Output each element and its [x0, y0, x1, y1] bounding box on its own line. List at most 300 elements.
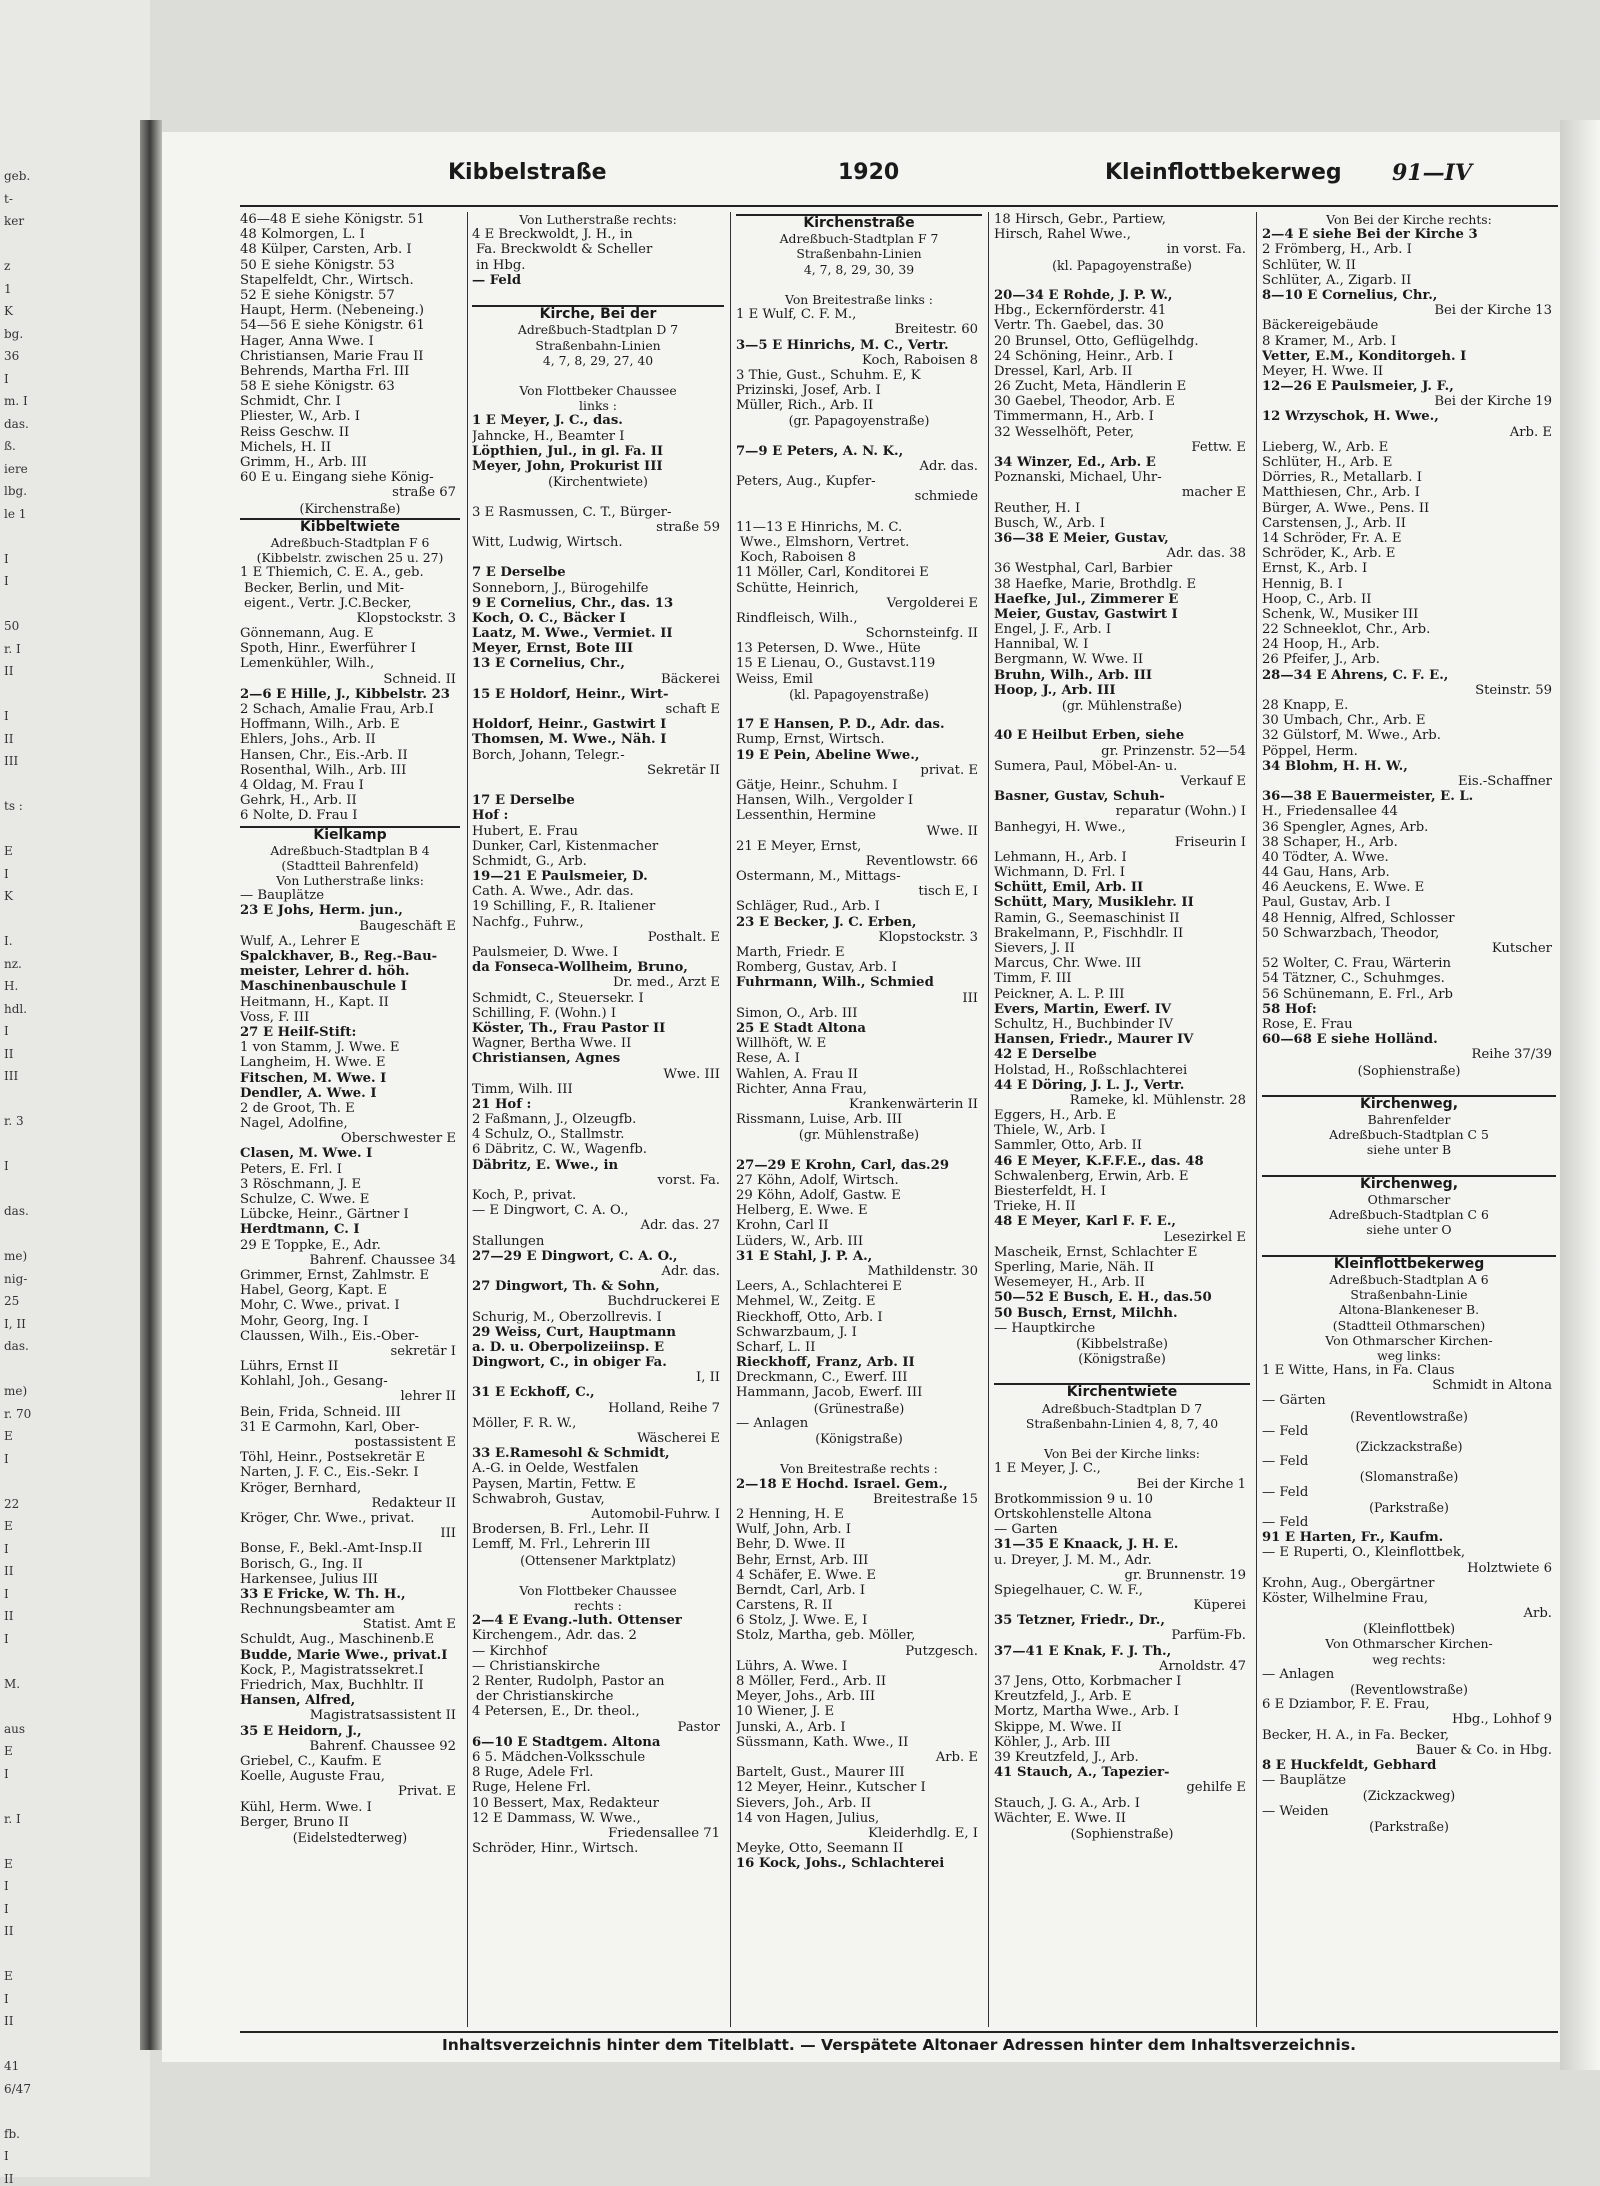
entry-continuation: Becker, Berlin, und Mit- — [244, 580, 405, 596]
section-heading: Kibbeltwiete — [240, 518, 460, 535]
entry-continuation: Bei der Kirche 1 — [1136, 1476, 1246, 1492]
entry: Claussen, Wilh., Eis.-Ober- — [240, 1328, 419, 1344]
entry: Wächter, E. Wwe. II — [994, 1810, 1126, 1826]
entry: 31—35 E Knaack, J. H. E. — [994, 1537, 1179, 1553]
entry: 2 Renter, Rudolph, Pastor an — [472, 1674, 665, 1689]
entry-continuation: Redakteur II — [371, 1495, 456, 1511]
entry: 35 E Heidorn, J., — [240, 1723, 362, 1739]
entry: Scharf, L. II — [736, 1339, 816, 1355]
entry-continuation: Wäscherei E — [637, 1431, 720, 1446]
gutter-fragment: I — [4, 1631, 9, 1646]
entry: Witt, Ludwig, Wirtsch. — [472, 534, 623, 550]
cross-street: (kl. Papagoyenstraße) — [1052, 257, 1192, 273]
entry: Gönnemann, Aug. E — [240, 626, 374, 642]
gutter-fragment: I — [4, 1901, 9, 1916]
section-subheading: Othmarscher — [1367, 1192, 1451, 1207]
entry: Matthiesen, Chr., Arb. I — [1262, 485, 1420, 501]
entry-continuation: Bei der Kirche 19 — [1434, 394, 1552, 410]
entry: Mortz, Martha Wwe., Arb. I — [994, 1704, 1179, 1720]
gutter-fragment: I — [4, 1024, 9, 1038]
gutter-fragment: m. I — [4, 394, 28, 408]
entry: 29 E Toppke, E., Adr. — [240, 1237, 381, 1253]
entry: Schilling, F. (Wohn.) I — [472, 1005, 617, 1021]
entry: Lübcke, Heinr., Gärtner I — [240, 1207, 409, 1223]
entry — [1262, 1158, 1556, 1173]
entry: 41 Stauch, A., Tapezier- — [994, 1765, 1170, 1781]
entry: Lemff, M. Frl., Lehrerin III — [472, 1537, 651, 1553]
entry — [736, 277, 982, 292]
entry: Wahlen, A. Frau II — [736, 1066, 858, 1082]
entry: 50 E siehe Königstr. 53 — [240, 257, 395, 273]
entry: Hubert, E. Frau — [472, 823, 579, 839]
entry-continuation: Posthalt. E — [647, 929, 720, 945]
entry: 2—6 E Hille, J., Kibbelstr. 23 — [240, 686, 450, 702]
entry: Hansen, Friedr., Maurer IV — [994, 1032, 1194, 1048]
cross-street: (Parkstraße) — [1369, 1499, 1449, 1515]
entry-continuation: in Hbg. — [476, 257, 526, 273]
gutter-fragment: le 1 — [4, 506, 27, 521]
entry: Stolz, Martha, geb. Möller, — [736, 1628, 916, 1644]
entry: Wesemeyer, H., Arb. II — [994, 1275, 1145, 1291]
entry: Skippe, M. Wwe. II — [994, 1719, 1122, 1735]
column-rule — [730, 212, 731, 2027]
entry: Behr, D. Wwe. II — [736, 1537, 846, 1553]
section-subheading: Altona-Blankeneser B. — [1338, 1302, 1480, 1318]
entry: Heitmann, H., Kapt. II — [240, 994, 389, 1010]
entry: Schurig, M., Oberzollrevis. I — [472, 1309, 662, 1325]
gutter-fragment: 22 — [4, 1496, 20, 1511]
entry: — E Ruperti, O., Kleinflottbek, — [1262, 1545, 1466, 1561]
entry: Ostermann, M., Mittags- — [736, 869, 901, 885]
gutter-fragment: r. I — [4, 641, 21, 656]
entry-continuation: eigent., Vertr. J.C.Becker, — [244, 595, 412, 611]
entry: Ernst, K., Arb. I — [1262, 561, 1368, 577]
entry: Paul, Gustav, Arb. I — [1262, 895, 1391, 911]
entry: 2 de Groot, Th. E — [240, 1100, 355, 1116]
entry: — Kirchhof — [472, 1643, 547, 1659]
entry: Behr, Ernst, Arb. III — [736, 1552, 869, 1568]
entry — [736, 702, 982, 717]
entry: Rissmann, Luise, Arb. III — [736, 1112, 903, 1128]
entry: Ehlers, Johs., Arb. II — [240, 732, 376, 748]
section-subheading: Von Flottbeker Chaussee — [519, 383, 677, 399]
entry: 6 Däbritz, C. W., Wagenfb. — [472, 1142, 647, 1158]
entry: Rump, Ernst, Wirtsch. — [736, 732, 885, 748]
header-rule — [240, 205, 1558, 207]
entry: 48 Külper, Carsten, Arb. I — [240, 242, 412, 258]
section-subheading: Von Lutherstraße links: — [276, 873, 424, 889]
entry: Friedrich, Max, Buchhltr. II — [240, 1678, 424, 1693]
gutter-fragment: I — [4, 1159, 9, 1173]
entry: 48 E Meyer, Karl F. F. E., — [994, 1214, 1177, 1230]
gutter-fragment: E — [4, 1429, 13, 1443]
entry: Biesterfeldt, H. I — [994, 1184, 1107, 1199]
entry: Gätje, Heinr., Schuhm. I — [736, 777, 898, 793]
entry-continuation: Statist. Amt E — [362, 1617, 456, 1633]
entry: 21 E Meyer, Ernst, — [736, 838, 862, 854]
entry-continuation: Schmidt in Altona — [1432, 1378, 1552, 1394]
entry: — Feld — [1262, 1484, 1309, 1500]
entry-continuation: Friseurin I — [1174, 834, 1246, 850]
entry: H., Friedensallee 44 — [1262, 804, 1398, 820]
cross-street: (Reventlowstraße) — [1350, 1408, 1468, 1424]
entry-continuation: Bäckerei — [660, 671, 720, 687]
entry: Rindfleisch, Wilh., — [736, 610, 858, 626]
entry: Schultz, H., Buchbinder IV — [994, 1016, 1174, 1032]
gutter-fragment: hdl. — [4, 1001, 28, 1016]
gutter-fragment: I — [4, 551, 9, 566]
gutter-fragment: 36 — [4, 349, 20, 363]
entry: Peters, E. Frl. I — [240, 1161, 342, 1177]
entry: 31 E Carmohn, Karl, Ober- — [240, 1419, 420, 1435]
gutter-fragment: H. — [4, 979, 19, 993]
entry-continuation: vorst. Fa. — [657, 1172, 720, 1188]
entry-continuation: Bei der Kirche 13 — [1434, 303, 1552, 319]
entry-continuation: Wwe. III — [663, 1066, 720, 1082]
entry: Schröder, K., Arb. E — [1262, 546, 1396, 562]
entry-continuation: Holland, Reihe 7 — [608, 1400, 720, 1416]
gutter-fragment: II — [4, 664, 14, 678]
entry: 6 5. Mädchen-Volksschule — [472, 1749, 646, 1765]
entry: 14 Schröder, Fr. A. E — [1262, 530, 1402, 546]
entry: — Anlagen — [736, 1415, 809, 1431]
entry-continuation: Arb. E — [935, 1749, 978, 1765]
entry: 20—34 E Rohde, J. P. W., — [994, 287, 1173, 303]
entry: Vetter, E.M., Konditorgeh. I — [1262, 348, 1467, 364]
section-subheading: Adreßbuch-Stadtplan D 7 — [1041, 1400, 1203, 1416]
entry: Schütte, Heinrich, — [736, 580, 859, 596]
entry: 16 Kock, Johs., Schlachterei — [736, 1856, 945, 1872]
entry-continuation: Adr. das. 38 — [1166, 546, 1246, 562]
entry: Ramin, G., Seemaschinist II — [994, 910, 1180, 926]
entry: Hammann, Jacob, Ewerf. III — [736, 1385, 923, 1401]
section-heading: Kirche, Bei der — [472, 305, 724, 322]
gutter-fragment: 6/47 — [4, 2081, 31, 2096]
entry — [472, 778, 724, 793]
entry-continuation: sekretär I — [390, 1343, 456, 1359]
entry: 12—26 E Paulsmeier, J. F., — [1262, 379, 1454, 395]
entry: Lieberg, W., Arb. E — [1262, 439, 1389, 455]
gutter-fragment: lbg. — [4, 484, 28, 498]
entry: Lessenthin, Hermine — [736, 808, 876, 824]
entry: Hansen, Alfred, — [240, 1693, 356, 1709]
section-subheading: Von Flottbeker Chaussee — [519, 1582, 677, 1598]
entry: 2 Frömberg, H., Arb. I — [1262, 242, 1412, 258]
section-subheading: 4, 7, 8, 29, 27, 40 — [542, 352, 654, 368]
entry: u. Dreyer, J. M. M., Adr. — [994, 1552, 1152, 1568]
entry — [1262, 1238, 1556, 1253]
gutter-fragment: II — [4, 1046, 14, 1061]
entry: 33 E.Ramesohl & Schmidt, — [472, 1446, 670, 1462]
entry-continuation: Adr. das. — [661, 1263, 720, 1279]
entry: 6—10 E Stadtgem. Altona — [472, 1734, 661, 1750]
entry: Schmidt, Chr. I — [240, 394, 341, 410]
cross-street: (Kirchentwiete) — [548, 474, 648, 490]
entry: Köster, Th., Frau Pastor II — [472, 1020, 666, 1036]
cross-street: (Ottensener Marktplatz) — [520, 1552, 676, 1568]
entry: 11—13 E Hinrichs, M. C. — [736, 519, 903, 535]
entry-continuation: schaft E — [665, 702, 720, 717]
entry: Mohr, C. Wwe., privat. I — [240, 1298, 400, 1314]
gutter-fragment: I — [4, 371, 9, 386]
entry: Schröder, Hinr., Wirtsch. — [472, 1841, 639, 1857]
entry: — Bauplätze — [1262, 1773, 1346, 1789]
cross-street: (Königstraße) — [1078, 1351, 1166, 1367]
entry-continuation: Magistratsassistent II — [309, 1708, 456, 1724]
entry-continuation: Mathildenstr. 30 — [867, 1263, 978, 1279]
entry: Dingwort, C., in obiger Fa. — [472, 1355, 667, 1371]
entry: 29 Weiss, Curt, Hauptmann — [472, 1324, 676, 1340]
entry: Marcus, Chr. Wwe. III — [994, 956, 1142, 972]
entry: Hansen, Wilh., Vergolder I — [736, 793, 914, 809]
entry: Hoffmann, Wilh., Arb. E — [240, 717, 400, 733]
entry: 7 E Derselbe — [472, 565, 566, 581]
entry: Köster, Wilhelmine Frau, — [1262, 1590, 1429, 1606]
section-subheading: Adreßbuch-Stadtplan C 6 — [1329, 1207, 1489, 1223]
entry: Ortskohlenstelle Altona — [994, 1506, 1152, 1522]
entry: Spoth, Hinr., Ewerführer I — [240, 641, 416, 657]
gutter-fragment: I — [4, 1991, 9, 2006]
gutter-fragment: ker — [4, 214, 25, 228]
entry: Leers, A., Schlachterei E — [736, 1279, 903, 1295]
entry: Banhegyi, H. Wwe., — [994, 819, 1126, 835]
gutter-fragment: 50 — [4, 619, 20, 633]
cross-street: (Reventlowstraße) — [1350, 1682, 1468, 1697]
entry-continuation: in vorst. Fa. — [1166, 242, 1246, 258]
column-rule — [1256, 212, 1257, 2027]
entry: 19 Schilling, F., R. Italiener — [472, 899, 656, 915]
entry: Laatz, M. Wwe., Vermiet. II — [472, 626, 673, 642]
entry: Schmidt, C., Steuersekr. I — [472, 990, 644, 1006]
entry: Kröger, Chr. Wwe., privat. — [240, 1510, 415, 1526]
entry: Sievers, Joh., Arb. II — [736, 1795, 872, 1811]
section-subheading: Von Othmarscher Kirchen- — [1325, 1332, 1493, 1348]
footer-note: Inhaltsverzeichnis hinter dem Titelblatt. — Verspätete Altonaer Adressen hinter dem Inhaltsverzeichnis. — [442, 2036, 1356, 2054]
entry-continuation: Rameke, kl. Mühlenstr. 28 — [1069, 1092, 1246, 1108]
gutter-fragment: II — [4, 2171, 14, 2186]
gutter-fragment: M. — [4, 1676, 21, 1691]
entry: Lüders, W., Arb. III — [736, 1233, 864, 1249]
entry-continuation: Breitestraße 15 — [873, 1491, 978, 1507]
entry: Reiss Geschw. II — [240, 424, 350, 440]
entry: 33 E Fricke, W. Th. H., — [240, 1586, 406, 1602]
entry-continuation: Bahrenf. Chaussee 92 — [309, 1738, 456, 1754]
entry: Meyke, Otto, Seemann II — [736, 1841, 904, 1857]
entry — [736, 429, 982, 444]
entry: Däbritz, E. Wwe., in — [472, 1157, 619, 1173]
page-number: 91—IV — [1392, 160, 1472, 186]
entry — [994, 1366, 1250, 1381]
entry: 4 Oldag, M. Frau I — [240, 777, 364, 793]
entry: 36—38 E Bauermeister, E. L. — [1262, 789, 1474, 805]
entry: da Fonseca-Wollheim, Bruno, — [472, 960, 688, 976]
section-subheading: rechts : — [574, 1598, 622, 1614]
entry: 23 E Becker, J. C. Erben, — [736, 914, 917, 930]
entry: 38 Haefke, Marie, Brothdlg. E — [994, 576, 1197, 592]
entry: Borch, Johann, Telegr.- — [472, 747, 625, 763]
cross-street: (Königstraße) — [815, 1431, 903, 1446]
entry-continuation: schmiede — [914, 489, 978, 505]
entry: Wulf, A., Lehrer E — [240, 933, 360, 949]
entry: Meier, Gustav, Gastwirt I — [994, 606, 1178, 622]
gutter-fragment: I — [4, 1541, 9, 1556]
column-1 — [240, 212, 460, 2027]
entry: Peickner, A. L. P. III — [994, 986, 1125, 1002]
entry: Haefke, Jul., Zimmerer E — [994, 591, 1179, 607]
entry: Romberg, Gustav, Arb. I — [736, 960, 897, 976]
entry: 46—48 E siehe Königstr. 51 — [240, 212, 425, 227]
gutter-fragment: 25 — [4, 1294, 20, 1308]
section-subheading: Adreßbuch-Stadtplan F 6 — [270, 534, 430, 550]
entry: Pliester, W., Arb. I — [240, 409, 360, 425]
entry: 8—10 E Cornelius, Chr., — [1262, 287, 1438, 303]
entry: 4 E Breckwoldt, J. H., in — [472, 227, 633, 243]
entry: — Feld — [1262, 1514, 1309, 1530]
entry: Mascheik, Ernst, Schlachter E — [994, 1244, 1198, 1260]
column-2 — [472, 212, 724, 2027]
gutter-fragment: r. I — [4, 1811, 21, 1826]
entry: Fuhrmann, Wilh., Schmied — [736, 975, 934, 991]
entry: Timmermann, H., Arb. I — [994, 409, 1154, 425]
entry: Maschinenbauschule I — [240, 979, 407, 995]
entry: 13 Petersen, D. Wwe., Hüte — [736, 641, 921, 657]
entry: Koch, P., privat. — [472, 1188, 577, 1203]
entry: meister, Lehrer d. höh. — [240, 964, 410, 980]
section-subheading: (Stadtteil Bahrenfeld) — [281, 857, 419, 873]
entry: 42 E Derselbe — [994, 1047, 1097, 1063]
entry: Kreutzfeld, J., Arb. E — [994, 1689, 1132, 1705]
cross-street: (gr. Papagoyenstraße) — [788, 413, 930, 429]
entry — [472, 489, 724, 504]
left-page-edge — [0, 0, 150, 2186]
entry-continuation: I, II — [695, 1370, 720, 1386]
section-subheading: Straßenbahn-Linien — [796, 246, 922, 262]
entry: Griebel, C., Kaufm. E — [240, 1753, 382, 1769]
entry: Bäckereigebäude — [1262, 318, 1379, 334]
section-subheading: (Stadtteil Othmarschen) — [1332, 1317, 1486, 1333]
entry: Sonneborn, J., Bürogehilfe — [472, 580, 649, 596]
entry: Marth, Friedr. E — [736, 945, 845, 960]
column-5 — [1262, 212, 1556, 2027]
entry: 36 Spengler, Agnes, Arb. — [1262, 819, 1429, 835]
entry: Lührs, A. Wwe. I — [736, 1658, 848, 1674]
gutter-fragment: I — [4, 866, 9, 881]
entry: Willhöft, W. E — [736, 1036, 827, 1052]
entry-continuation: Vergolderei E — [886, 595, 978, 611]
cross-street: (Parkstraße) — [1369, 1818, 1449, 1834]
section-subheading: Von Breitestraße rechts : — [780, 1461, 938, 1477]
gutter-fragment: II — [4, 1609, 14, 1623]
section-subheading: Adreßbuch-Stadtplan D 7 — [517, 322, 679, 338]
entry: 36—38 E Meier, Gustav, — [994, 530, 1169, 546]
entry: 15 E Lienau, O., Gustavst.119 — [736, 656, 936, 672]
gutter-fragment: II — [4, 1564, 14, 1578]
entry-continuation: Arb. E — [1509, 424, 1552, 440]
entry: — Christianskirche — [472, 1658, 601, 1674]
entry: Müller, Rich., Arb. II — [736, 398, 874, 414]
entry: — Feld — [1262, 1454, 1309, 1470]
entry: Krohn, Carl II — [736, 1218, 829, 1234]
entry: Hoop, C., Arb. II — [1262, 591, 1372, 607]
entry: Rieckhoff, Franz, Arb. II — [736, 1355, 915, 1371]
entry-continuation: Krankenwärterin II — [849, 1096, 978, 1112]
entry: Hager, Anna Wwe. I — [240, 333, 374, 349]
entry: Schlüter, H., Arb. E — [1262, 455, 1393, 470]
section-subheading: links : — [579, 398, 617, 414]
entry: Helberg, E. Wwe. E — [736, 1203, 868, 1219]
entry-continuation: Eis.-Schaffner — [1457, 773, 1552, 789]
entry: 52 Wolter, C. Frau, Wärterin — [1262, 956, 1452, 972]
entry: 24 Schöning, Heinr., Arb. I — [994, 348, 1174, 364]
entry: Ruge, Helene Frl. — [472, 1780, 591, 1796]
entry: 3 Röschmann, J. E — [240, 1176, 362, 1192]
gutter-fragment: bg. — [4, 326, 24, 341]
entry: Weiss, Emil — [736, 671, 813, 687]
entry-continuation: Steinstr. 59 — [1475, 682, 1552, 698]
entry: 27 Köhn, Adolf, Wirtsch. — [736, 1172, 899, 1188]
entry: Carstensen, J., Arb. II — [1262, 515, 1406, 531]
entry-continuation: III — [440, 1526, 456, 1542]
entry: 14 von Hagen, Julius, — [736, 1810, 880, 1826]
entry: Gehrk, H., Arb. II — [240, 793, 357, 809]
entry-continuation: Verkauf E — [1180, 773, 1246, 789]
entry-continuation: macher E — [1181, 485, 1246, 501]
entry: Spalckhaver, B., Reg.-Bau- — [240, 949, 438, 964]
entry — [736, 1446, 982, 1461]
entry: Bein, Frida, Schneid. III — [240, 1404, 401, 1420]
entry: 27—29 E Krohn, Carl, das.29 — [736, 1157, 950, 1173]
entry-continuation: gehilfe E — [1186, 1780, 1246, 1796]
right-page-edge — [1560, 120, 1600, 2070]
entry: 11 Möller, Carl, Konditorei E — [736, 565, 929, 581]
entry: Schlüter, W. II — [1262, 257, 1357, 273]
column-3 — [736, 212, 982, 2027]
entry — [1262, 1078, 1556, 1093]
entry: Hirsch, Rahel Wwe., — [994, 227, 1131, 243]
entry: Hannibal, W. I — [994, 637, 1089, 653]
entry-continuation: Bahrenf. Chaussee 34 — [309, 1252, 456, 1268]
entry: 46 E Meyer, K.F.F.E., das. 48 — [994, 1153, 1204, 1169]
entry: Peters, Aug., Kupfer- — [736, 474, 876, 490]
section-subheading: Adreßbuch-Stadtplan C 5 — [1329, 1127, 1489, 1143]
entry: Fitschen, M. Wwe. I — [240, 1070, 387, 1086]
section-subheading: Adreßbuch-Stadtplan B 4 — [270, 842, 430, 858]
entry-continuation: gr. Prinzenstr. 52—54 — [1101, 743, 1246, 759]
entry: Sievers, J. II — [994, 941, 1075, 956]
gutter-fragment: III — [4, 754, 19, 768]
gutter-fragment: ts : — [4, 799, 23, 813]
gutter-fragment: E — [4, 1969, 13, 1983]
entry: 3—5 E Hinrichs, M. C., Vertr. — [736, 337, 949, 353]
entry: 54 Tätzner, C., Schuhmges. — [1262, 971, 1445, 987]
entry: Engel, J. F., Arb. I — [994, 622, 1112, 638]
section-heading: Kleinflottbekerweg — [1262, 1255, 1556, 1272]
entry-continuation: Parfüm-Fb. — [1171, 1628, 1246, 1644]
gutter-fragment: III — [4, 1069, 19, 1083]
entry: 18 Hirsch, Gebr., Partiew, — [994, 212, 1166, 227]
entry: 2 Faßmann, J., Ölzeugfb. — [472, 1112, 637, 1128]
section-subheading: 4, 7, 8, 29, 30, 39 — [803, 261, 915, 277]
entry: Poznanski, Michael, Uhr- — [994, 470, 1162, 486]
entry: 30 Umbach, Chr., Arb. E — [1262, 713, 1426, 729]
entry — [472, 550, 724, 565]
entry: Nachfg., Fuhrw., — [472, 914, 584, 930]
entry: 10 Wiener, J. E — [736, 1704, 835, 1720]
entry: Schläger, Rud., Arb. I — [736, 899, 880, 915]
entry: Simon, O., Arb. III — [736, 1005, 858, 1021]
entry: Kröger, Bernhard, — [240, 1480, 362, 1496]
gutter-fragment: das. — [4, 1339, 29, 1353]
